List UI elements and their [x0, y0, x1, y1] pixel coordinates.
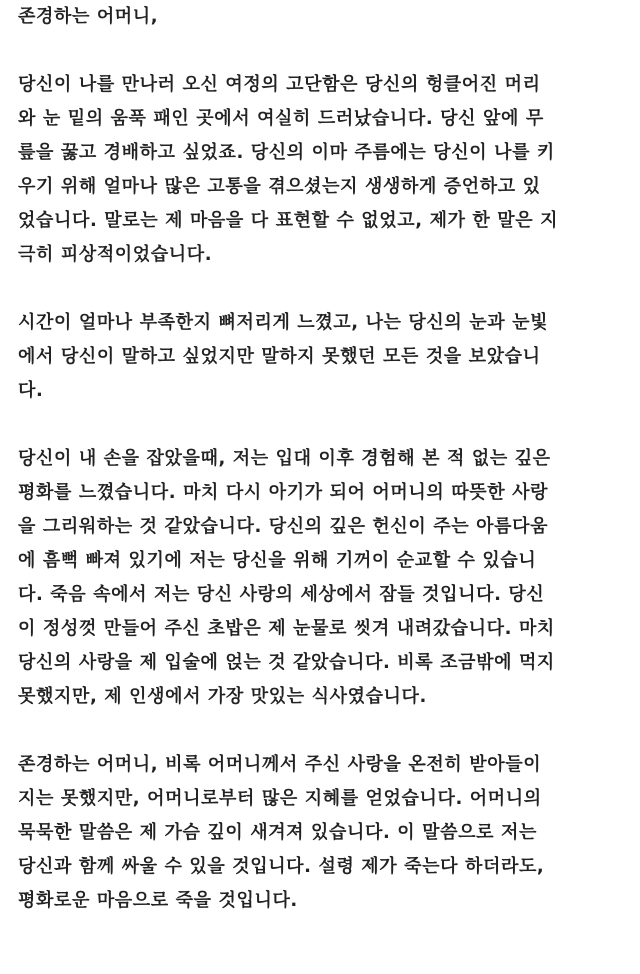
- paragraph: [18, 306, 630, 408]
- paragraph-line: 에서 당신이 말하고 싶었지만 말하지 못했던 모든 것을 보았습니: [18, 346, 541, 367]
- paragraph-line: 존경하는 어머니, 비록 어머니께서 주신 사랑을 온전히 받아들이: [18, 754, 542, 775]
- paragraph-line: 당신이 내 손을 잡았을때, 저는 입대 이후 경험해 본 적 없는 깊은: [18, 448, 551, 469]
- paragraph-line: 묵묵한 말씀은 제 가슴 깊이 새겨져 있습니다. 이 말씀으로 저는: [18, 822, 537, 843]
- paragraph-line: 평화를 느꼈습니다. 마치 다시 아기가 되어 어머니의 따뜻한 사랑: [18, 482, 549, 503]
- paragraph-line: 당신과 함께 싸울 수 있을 것입니다. 설령 제가 죽는다 하더라도,: [18, 856, 545, 877]
- paragraph: [18, 68, 630, 272]
- paragraph-line: 시간이 얼마나 부족한지 뼈저리게 느꼈고, 나는 당신의 눈과 눈빛: [18, 312, 549, 333]
- paragraph-line: 못했지만, 제 인생에서 가장 맛있는 식사였습니다.: [18, 686, 427, 707]
- paragraph-line: 릎을 꿇고 경배하고 싶었죠. 당신의 이마 주름에는 당신이 나를 키: [18, 142, 555, 163]
- paragraph-line: 우기 위해 얼마나 많은 고통을 겪으셨는지 생생하게 증언하고 있: [18, 176, 541, 197]
- paragraph-line: 다. 죽음 속에서 저는 당신 사랑의 세상에서 잠들 것입니다. 당신: [18, 584, 545, 605]
- paragraph: [18, 442, 630, 714]
- paragraph-line: 평화로운 마음으로 죽을 것입니다.: [18, 890, 298, 911]
- paragraph-line: 에 흠뻑 빠져 있기에 저는 당신을 위해 기꺼이 순교할 수 있습니: [18, 550, 537, 571]
- paragraph-line: 다.: [18, 380, 44, 401]
- paragraphs: [18, 68, 630, 918]
- paragraph-line: 당신의 사랑을 제 입술에 얹는 것 같았습니다. 비록 조금밖에 먹지: [18, 652, 555, 673]
- paragraph-line: 극히 피상적이었습니다.: [18, 244, 213, 265]
- paragraph-line: 을 그리워하는 것 같았습니다. 당신의 깊은 헌신이 주는 아름다움: [18, 516, 549, 537]
- paragraph-line: 었습니다. 말로는 제 마음을 다 표현할 수 없었고, 제가 한 말은 지: [18, 210, 559, 231]
- paragraph-line: 와 눈 밑의 움푹 패인 곳에서 여실히 드러났습니다. 당신 앞에 무: [18, 108, 544, 129]
- greeting: 존경하는 어머니,: [18, 6, 159, 27]
- paragraph-line: 당신이 나를 만나러 오신 여정의 고단함은 당신의 헝클어진 머리: [18, 74, 541, 95]
- paragraph-line: 이 정성껏 만들어 주신 초밥은 제 눈물로 씻겨 내려갔습니다. 마치: [18, 618, 555, 639]
- paragraph: [18, 748, 630, 918]
- paragraph-line: 지는 못했지만, 어머니로부터 많은 지혜를 얻었습니다. 어머니의: [18, 788, 542, 809]
